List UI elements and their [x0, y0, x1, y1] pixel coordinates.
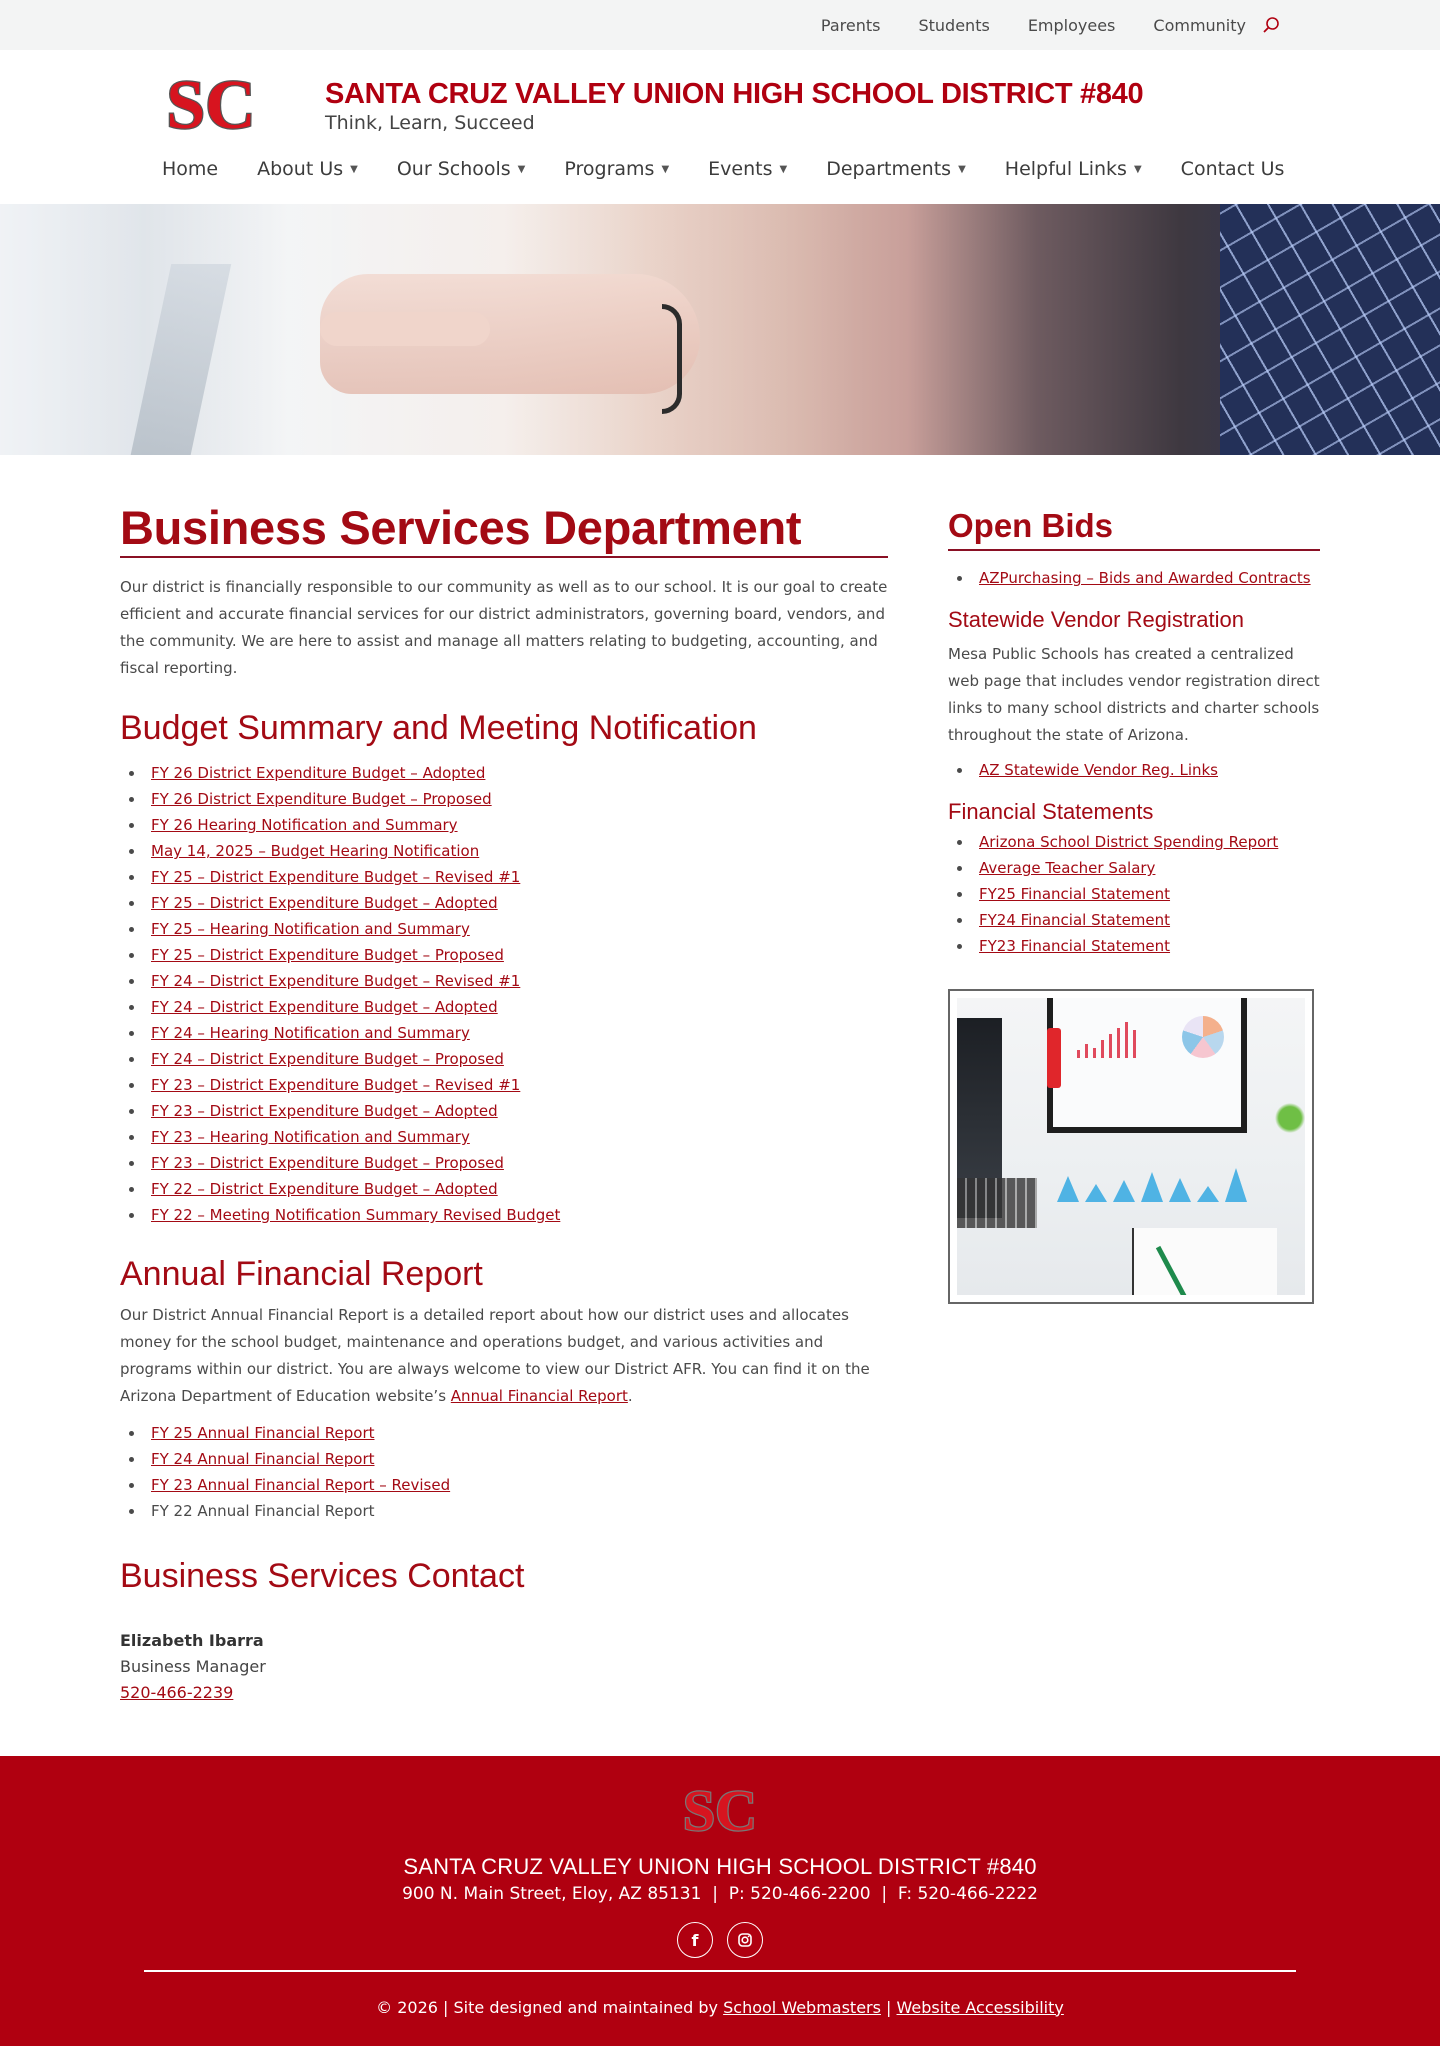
nav-helpful-links-label: Helpful Links [1004, 158, 1127, 180]
budget-link[interactable]: FY 24 – District Expenditure Budget – Revised #1 [151, 972, 521, 990]
contact-phone-link[interactable]: 520-466-2239 [120, 1683, 234, 1702]
financial-link[interactable]: Arizona School District Spending Report [979, 833, 1279, 851]
caret-down-icon: ▼ [517, 163, 526, 175]
nav-about-us-label: About Us [257, 158, 344, 180]
copyright-text: © 2026 | Site designed and maintained by [376, 1997, 724, 2017]
budget-link[interactable]: FY 23 – Hearing Notification and Summary [151, 1128, 470, 1146]
financial-link[interactable]: Average Teacher Salary [979, 859, 1156, 877]
nav-programs[interactable] [564, 158, 669, 180]
hero-banner-image [0, 204, 1440, 455]
budget-link[interactable]: FY 26 District Expenditure Budget – Adopted [151, 764, 486, 782]
list-item [979, 829, 1320, 855]
list-item [151, 1020, 888, 1046]
list-item [151, 1420, 888, 1446]
svg-text:SC: SC [682, 1780, 758, 1843]
list-item [151, 994, 888, 1020]
separator: | [880, 1997, 897, 2017]
list-item [979, 757, 1320, 783]
caret-down-icon: ▼ [958, 163, 966, 175]
nav-contact-us-label: Contact Us [1180, 158, 1285, 180]
nav-departments-label: Departments [826, 158, 952, 180]
nav-events[interactable] [708, 158, 787, 180]
list-item [151, 1202, 888, 1228]
budget-link[interactable]: May 14, 2025 – Budget Hearing Notification [151, 842, 480, 860]
budget-link[interactable]: FY 24 – District Expenditure Budget – Adopted [151, 998, 498, 1016]
page-title: Business Services Department [120, 500, 888, 558]
nav-contact-us[interactable] [1181, 158, 1285, 180]
list-item [979, 855, 1320, 881]
budget-link[interactable]: FY 26 District Expenditure Budget – Proposed [151, 790, 492, 808]
site-header [0, 50, 1440, 204]
list-item [979, 933, 1320, 959]
search-icon[interactable] [1262, 16, 1280, 34]
budget-link[interactable]: FY 25 – District Expenditure Budget – Proposed [151, 946, 504, 964]
afr-inline-link[interactable]: Annual Financial Report [450, 1387, 628, 1405]
footer-divider [144, 1970, 1296, 1972]
hero-plaid-shirt-shape [1220, 204, 1440, 455]
budget-link[interactable]: FY 24 – Hearing Notification and Summary [151, 1024, 470, 1042]
photo-bar-chart-shape [1077, 1018, 1136, 1058]
afr-paragraph [120, 1302, 888, 1410]
budget-link[interactable]: FY 26 Hearing Notification and Summary [151, 816, 458, 834]
utility-link-parents[interactable]: Parents [820, 15, 881, 35]
photo-notebook-shape [1132, 1228, 1277, 1295]
afr-link[interactable]: FY 23 Annual Financial Report – Revised [151, 1476, 451, 1494]
budget-link[interactable]: FY 25 – Hearing Notification and Summary [151, 920, 470, 938]
hero-laptop-shape [129, 264, 232, 455]
list-item [151, 812, 888, 838]
list-item [151, 1098, 888, 1124]
nav-helpful-links[interactable] [1005, 158, 1142, 180]
afr-heading: Annual Financial Report [120, 1255, 483, 1293]
financial-link[interactable]: FY24 Financial Statement [979, 911, 1171, 929]
list-item [979, 907, 1320, 933]
footer-logo [672, 1780, 768, 1844]
open-bids-list [948, 565, 1320, 591]
svg-text:SC: SC [166, 68, 256, 144]
photo-plant-shape [1275, 1098, 1305, 1138]
afr-link-list [120, 1420, 888, 1524]
facebook-icon[interactable]: f [677, 1922, 713, 1958]
list-item [151, 942, 888, 968]
nav-home-label: Home [162, 158, 219, 180]
contact-role: Business Manager [120, 1657, 266, 1676]
site-footer [0, 1756, 1440, 2046]
photo-keyboard-shape [957, 1178, 1037, 1228]
utility-bar [0, 0, 1440, 50]
list-item [979, 565, 1320, 591]
financial-link-list [948, 829, 1320, 959]
afr-link[interactable]: FY 24 Annual Financial Report [151, 1450, 375, 1468]
site-tagline: Think, Learn, Succeed [325, 112, 535, 134]
photo-pyramids-shape [1057, 1168, 1247, 1202]
contact-card [120, 1628, 888, 1706]
list-item [151, 1072, 888, 1098]
budget-link-list [120, 760, 888, 1228]
budget-heading: Budget Summary and Meeting Notification [120, 709, 757, 747]
utility-link-students[interactable]: Students [918, 15, 990, 35]
list-item [151, 1176, 888, 1202]
hero-bracelet-shape [662, 304, 682, 414]
vendor-paragraph: Mesa Public Schools has created a centralized web page that includes vendor registration direct links to many school districts and charter schools throughout the state of Arizona. [948, 645, 1320, 744]
vendor-reg-link[interactable]: AZ Statewide Vendor Reg. Links [979, 761, 1218, 779]
list-item [151, 1046, 888, 1072]
photo-pie-chart-shape [1182, 1016, 1224, 1058]
list-item [151, 1124, 888, 1150]
contact-name: Elizabeth Ibarra [120, 1631, 264, 1650]
list-item [151, 1150, 888, 1176]
footer-copyright [0, 1998, 1440, 2017]
open-bids-title: Open Bids [948, 504, 1320, 551]
list-item [979, 881, 1320, 907]
footer-address: 900 N. Main Street, Eloy, AZ 85131 | P: 520-466-2200 | F: 520-466-2222 [402, 1884, 1038, 1904]
budget-link[interactable]: FY 22 – Meeting Notification Summary Revised Budget [151, 1206, 561, 1224]
budget-link[interactable]: FY 23 – District Expenditure Budget – Proposed [151, 1154, 504, 1172]
budget-link[interactable]: FY 22 – District Expenditure Budget – Adopted [151, 1180, 498, 1198]
azpurchasing-link[interactable]: AZPurchasing – Bids and Awarded Contracts [979, 569, 1311, 587]
budget-link[interactable]: FY 25 – District Expenditure Budget – Adopted [151, 894, 498, 912]
caret-down-icon: ▼ [350, 163, 358, 175]
list-item [151, 864, 888, 890]
hero-finger-shape [320, 312, 490, 346]
nav-home[interactable] [162, 158, 218, 180]
page-content [0, 455, 1440, 1756]
budget-link[interactable]: FY 25 – District Expenditure Budget – Revised #1 [151, 868, 521, 886]
main-column [120, 500, 888, 1706]
list-item [151, 1498, 888, 1524]
list-item [151, 1472, 888, 1498]
list-item [151, 890, 888, 916]
photo-clip-shape [1047, 1028, 1061, 1088]
nav-our-schools[interactable] [397, 158, 526, 180]
nav-our-schools-label: Our Schools [396, 158, 511, 180]
instagram-icon[interactable] [727, 1922, 763, 1958]
website-accessibility-link[interactable]: Website Accessibility [896, 1997, 1064, 2017]
nav-about-us[interactable] [257, 158, 358, 180]
district-logo[interactable] [153, 68, 273, 148]
financial-link[interactable]: FY25 Financial Statement [979, 885, 1171, 903]
site-title[interactable]: SANTA CRUZ VALLEY UNION HIGH SCHOOL DISTRICT #840 [325, 78, 1144, 110]
nav-programs-label: Programs [564, 158, 655, 180]
afr-text-end: . [627, 1387, 633, 1405]
nav-events-label: Events [708, 158, 773, 180]
afr-text: Our District Annual Financial Report is a detailed report about how our district uses and allocates money for the school budget, maintenance and operations budget, and various activities and programs within our district. You are always welcome to view our District AFR. You can find it on the Arizona Department of Education website’s [120, 1306, 870, 1405]
caret-down-icon: ▼ [661, 163, 670, 175]
contact-heading: Business Services Contact [120, 1557, 525, 1595]
intro-paragraph: Our district is financially responsible to our community as well as to our school. It is our goal to create efficient and accurate financial services for our district administrators, governing board, vendors, and the community. We are here to assist and manage all matters relating to budgeting, accounting, and fiscal reporting. [120, 578, 888, 677]
list-item [151, 760, 888, 786]
nav-departments[interactable] [826, 158, 966, 180]
budget-link[interactable]: FY 23 – District Expenditure Budget – Adopted [151, 1102, 498, 1120]
finance-photo-frame [948, 989, 1314, 1304]
list-item [151, 786, 888, 812]
main-nav [162, 158, 1323, 180]
sidebar [948, 500, 1320, 1706]
caret-down-icon: ▼ [1133, 163, 1142, 175]
social-links [0, 1922, 1440, 1958]
list-item [151, 838, 888, 864]
budget-link[interactable]: FY 24 – District Expenditure Budget – Proposed [151, 1050, 504, 1068]
finance-photo [957, 998, 1305, 1295]
vendor-link-list [948, 757, 1320, 783]
vendor-heading: Statewide Vendor Registration [948, 607, 1244, 632]
list-item [151, 968, 888, 994]
budget-link[interactable]: FY 23 – District Expenditure Budget – Revised #1 [151, 1076, 521, 1094]
utility-link-community[interactable]: Community [1153, 15, 1246, 35]
afr-item-text: FY 22 Annual Financial Report [151, 1502, 375, 1520]
caret-down-icon: ▼ [779, 163, 788, 175]
footer-title: SANTA CRUZ VALLEY UNION HIGH SCHOOL DISTRICT #840 [403, 1854, 1037, 1879]
financial-statements-heading: Financial Statements [948, 799, 1154, 824]
list-item [151, 1446, 888, 1472]
list-item [151, 916, 888, 942]
school-webmasters-link[interactable]: School Webmasters [723, 1997, 881, 2017]
afr-link[interactable]: FY 25 Annual Financial Report [151, 1424, 375, 1442]
utility-link-employees[interactable]: Employees [1027, 15, 1116, 35]
financial-link[interactable]: FY23 Financial Statement [979, 937, 1171, 955]
